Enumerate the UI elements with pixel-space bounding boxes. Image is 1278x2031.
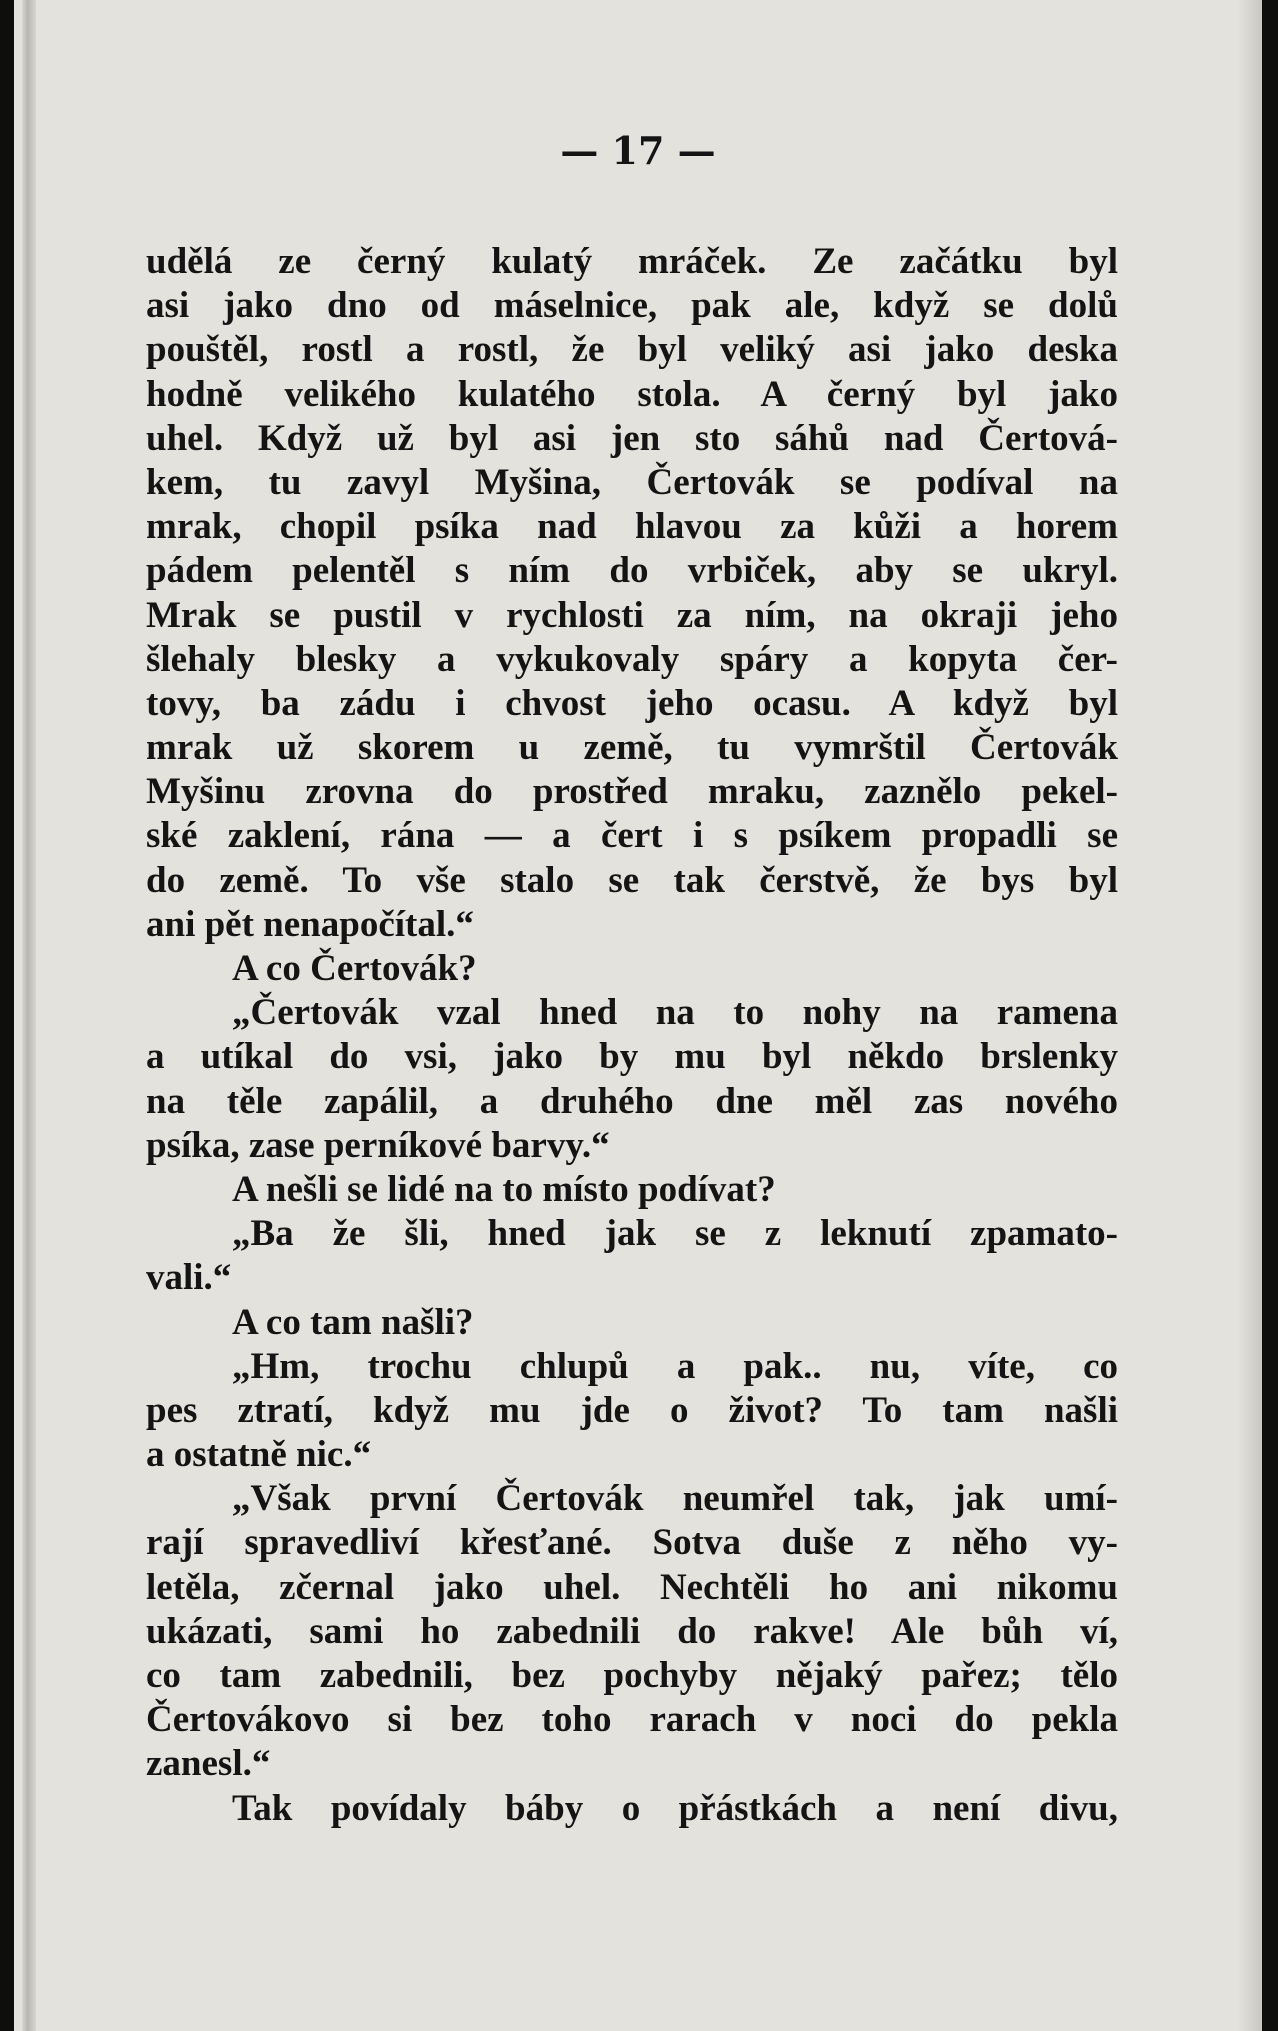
text-line: pouštěl, rostl a rostl, že byl veliký asi jako deska bbox=[146, 329, 1118, 371]
text-line: A co tam našli? bbox=[232, 1301, 474, 1343]
text-line: letěla, zčernal jako uhel. Nechtěli ho ani nikomu bbox=[146, 1566, 1118, 1608]
text-line: tovy, ba zádu i chvost jeho ocasu. A když byl bbox=[146, 682, 1118, 724]
text-line: a ostatně nic.“ bbox=[146, 1434, 372, 1476]
page-number: — 17 — bbox=[560, 128, 716, 173]
text-line: A co Čertovák? bbox=[232, 948, 477, 989]
text-line: pes ztratí, když mu jde o život? To tam našli bbox=[146, 1389, 1118, 1431]
text-line: ukázati, sami ho zabednili do rakve! Ale bůh ví, bbox=[146, 1610, 1118, 1652]
text-line: zanesl.“ bbox=[146, 1743, 271, 1785]
text-line: ské zaklení, rána — a čert i s psíkem propadli se bbox=[146, 815, 1118, 857]
text-line: mrak už skorem u země, tu vymrštil Čertovák bbox=[146, 727, 1118, 769]
text-line: mrak, chopil psíka nad hlavou za kůži a horem bbox=[146, 506, 1118, 548]
text-line: psíka, zase perníkové barvy.“ bbox=[146, 1124, 610, 1166]
text-line: „Čertovák vzal hned na to nohy na ramena bbox=[232, 992, 1118, 1034]
book-page bbox=[14, 0, 1262, 2031]
text-line: udělá ze černý kulatý mráček. Ze začátku byl bbox=[146, 241, 1118, 282]
body-text bbox=[146, 240, 1118, 1831]
text-line: na těle zapálil, a druhého dne měl zas nového bbox=[146, 1080, 1118, 1122]
page-right-edge bbox=[1238, 0, 1262, 2031]
text-line: vali.“ bbox=[146, 1257, 232, 1299]
text-line: pádem pelentěl s ním do vrbiček, aby se ukryl. bbox=[146, 550, 1118, 592]
text-line: a utíkal do vsi, jako by mu byl někdo brslenky bbox=[146, 1036, 1118, 1078]
text-line: Myšinu zrovna do prostřed mraku, zaznělo pekel- bbox=[146, 771, 1118, 813]
text-line: „Hm, trochu chlupů a pak.. nu, víte, co bbox=[232, 1345, 1118, 1387]
text-line: šlehaly blesky a vykukovaly spáry a kopyta čer- bbox=[146, 638, 1118, 680]
text-line: ani pět nenapočítal.“ bbox=[146, 903, 474, 945]
text-line: uhel. Když už byl asi jen sto sáhů nad Čertová- bbox=[146, 417, 1118, 459]
text-line: asi jako dno od máselnice, pak ale, když se dolů bbox=[146, 285, 1118, 327]
text-line: Čertovákovo si bez toho rarach v noci do pekla bbox=[146, 1699, 1118, 1741]
text-line: rají spravedliví křesťané. Sotva duše z něho vy- bbox=[146, 1522, 1118, 1564]
text-line: Mrak se pustil v rychlosti za ním, na okraji jeho bbox=[146, 594, 1118, 636]
text-line: kem, tu zavyl Myšina, Čertovák se podíval na bbox=[146, 461, 1118, 503]
page-binding-edge bbox=[22, 0, 36, 2031]
text-line: A nešli se lidé na to místo podívat? bbox=[232, 1168, 776, 1210]
text-line: do země. To vše stalo se tak čerstvě, že bys byl bbox=[146, 859, 1118, 901]
text-line: co tam zabednili, bez pochyby nějaký pařez; tělo bbox=[146, 1655, 1118, 1696]
text-line: „Však první Čertovák neumřel tak, jak umí- bbox=[232, 1478, 1118, 1520]
text-line: hodně velikého kulatého stola. A černý byl jako bbox=[146, 373, 1118, 415]
text-line: Tak povídaly báby o přástkách a není divu, bbox=[232, 1787, 1118, 1829]
text-line: „Ba že šli, hned jak se z leknutí zpamato- bbox=[232, 1213, 1118, 1255]
